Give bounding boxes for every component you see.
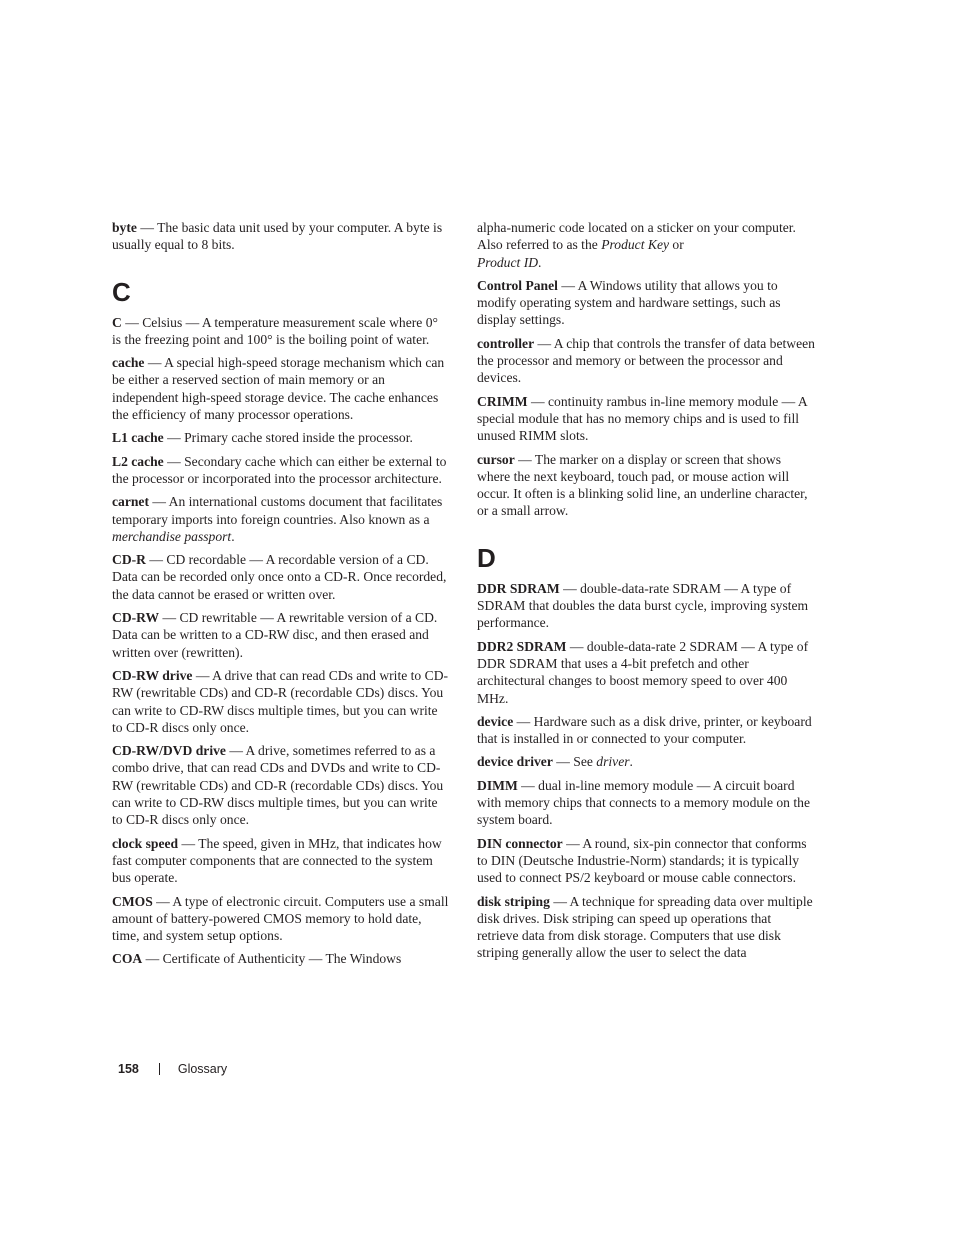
definition: — The marker on a display or screen that shows where the next keyboard, touch pad, or mouse action will occur. It often is a blinking solid line, an underline character, or a small arrow. [477, 451, 808, 519]
definition: — A drive, sometimes referred to as a combo drive, that can read CDs and DVDs and write to CD-RW (rewritable CDs) and CD-R (recordable CDs) discs. You can write to CD-RW discs multiple times, but you can write to CD-R discs only once. [112, 743, 444, 828]
glossary-entry-l2-cache [112, 453, 450, 488]
term: CD-RW drive [112, 667, 193, 683]
definition: — A chip that controls the transfer of data between the processor and memory or between the processor and devices. [477, 335, 815, 386]
glossary-entry-l1-cache [112, 429, 450, 446]
definition: — Secondary cache which can either be external to the processor or incorporated into the processor architecture. [112, 453, 447, 486]
glossary-entry-device [477, 713, 815, 748]
definition-end: . [231, 528, 235, 544]
glossary-entry-cache [112, 354, 450, 423]
section-heading-c: C [112, 276, 131, 307]
section-heading-d: D [477, 542, 496, 573]
glossary-entry-device-driver [477, 753, 815, 770]
term: cursor [477, 451, 515, 467]
definition: — The speed, given in MHz, that indicates how fast computer components that are connected to the system bus operate. [112, 835, 442, 886]
term: cache [112, 355, 145, 371]
glossary-entry-clock-speed [112, 835, 450, 887]
term: CMOS [112, 893, 153, 909]
definition: — Celsius — A temperature measurement scale where 0° is the freezing point and 100° is the boiling point of water. [112, 314, 438, 347]
definition: — dual in-line memory module — A circuit board with memory chips that connects to a memory module on the system board. [477, 777, 810, 828]
term: DIMM [477, 777, 518, 793]
glossary-entry-carnet [112, 493, 450, 545]
term: CD-R [112, 552, 146, 568]
footer-section-title: Glossary [177, 1062, 228, 1076]
right-column [477, 219, 815, 968]
term: CD-RW [112, 610, 160, 626]
italic-term: Product ID [477, 254, 539, 270]
term: clock speed [112, 835, 179, 851]
definition: — Primary cache stored inside the processor. [163, 430, 413, 446]
term: device driver [477, 754, 553, 770]
definition: — A type of electronic circuit. Computers use a small amount of battery-powered CMOS memory to hold date, time, and system setup options. [112, 893, 449, 944]
definition: — A round, six-pin connector that conforms to DIN (Deutsche Industrie-Norm) standards; it is typically used to connect PS/2 keyboard or mouse cable connectors. [477, 835, 807, 886]
definition-end: . [538, 254, 542, 270]
definition: — Hardware such as a disk drive, printer, or keyboard that is installed in or connected to your computer. [477, 713, 812, 747]
glossary-entry-crimm [477, 393, 815, 445]
definition: — A drive that can read CDs and write to CD-RW (rewritable CDs) and CD-R (recordable CDs) discs. You can write to CD-RW discs multiple times, but you can write to CD-R discs only once. [112, 667, 449, 735]
definition: — The basic data unit used by your computer. A byte is usually equal to 8 bits. [112, 220, 443, 253]
left-column [112, 219, 450, 974]
term: L1 cache [112, 430, 164, 446]
term: L2 cache [112, 453, 164, 469]
definition-mid: or [669, 237, 684, 253]
definition-end: . [629, 754, 633, 770]
term: disk striping [477, 893, 550, 909]
definition: — A Windows utility that allows you to modify operating system and hardware settings, such as display settings. [477, 277, 781, 328]
footer-divider [159, 1063, 160, 1075]
glossary-entry-coa [112, 950, 450, 967]
glossary-entry-disk-striping [477, 893, 815, 962]
definition: — CD recordable — A recordable version of a CD. Data can be recorded only once onto a CD-R. Once recorded, the data cannot be erased or written over. [112, 552, 447, 602]
glossary-entry-cmos [112, 893, 450, 945]
term: C [112, 314, 122, 330]
term: Control Panel [477, 277, 558, 293]
definition: — double-data-rate 2 SDRAM — A type of DDR SDRAM that uses a 4-bit prefetch and other architectural changes to boost memory speed to over 400 MHz. [477, 638, 809, 706]
definition: — A technique for spreading data over multiple disk drives. Disk striping can speed up operations that retrieve data from disk storage. Computers that use disk striping generally allow the user to select the data [477, 893, 813, 961]
italic-term: Product Key [601, 237, 670, 253]
glossary-entry-cursor [477, 451, 815, 520]
italic-term: driver [596, 754, 630, 770]
term: DDR2 SDRAM [477, 638, 567, 654]
glossary-entry-cd-r [112, 551, 450, 603]
term: DDR SDRAM [477, 580, 560, 596]
glossary-entry-control-panel [477, 277, 815, 329]
glossary-entry-controller [477, 335, 815, 387]
glossary-entry-din-connector [477, 835, 815, 887]
glossary-entry-c [112, 314, 450, 349]
glossary-entry-cd-rw-dvd-drive [112, 742, 450, 828]
page-number: 158 [118, 1062, 139, 1076]
glossary-entry-dimm [477, 777, 815, 829]
term: byte [112, 220, 137, 235]
page-footer [118, 1062, 227, 1076]
glossary-entry-byte [112, 219, 450, 254]
glossary-entry-coa-continued [477, 219, 815, 271]
definition: — CD rewritable — A rewritable version of a CD. Data can be written to a CD-RW disc, and then erased and written over (rewritten). [112, 610, 438, 660]
definition: — See [552, 754, 597, 770]
definition: alpha-numeric code located on a sticker on your computer. Also referred to as the [477, 220, 796, 253]
glossary-entry-cd-rw-drive [112, 667, 450, 736]
term: carnet [112, 494, 149, 510]
term: CD-RW/DVD drive [112, 743, 226, 759]
glossary-entry-ddr2-sdram [477, 638, 815, 707]
definition: — A special high-speed storage mechanism which can be either a reserved section of main memory or an independent high-speed storage device. The cache enhances the efficiency of many processor operations. [112, 355, 445, 423]
glossary-entry-ddr-sdram [477, 580, 815, 632]
definition: — An international customs document that facilitates temporary imports into foreign countries. Also known as a [112, 494, 443, 527]
glossary-entry-cd-rw [112, 609, 450, 661]
definition: — continuity rambus in-line memory module — A special module that has no memory chips and is used to fill unused RIMM slots. [477, 393, 807, 444]
definition: — double-data-rate SDRAM — A type of SDRAM that doubles the data burst cycle, improving system performance. [477, 580, 809, 631]
term: CRIMM [477, 393, 528, 409]
term: COA [112, 951, 143, 967]
term: device [477, 713, 514, 729]
term: controller [477, 335, 535, 351]
definition: — Certificate of Authenticity — The Windows [142, 951, 402, 967]
term: DIN connector [477, 835, 563, 851]
italic-term: merchandise passport [112, 528, 232, 544]
